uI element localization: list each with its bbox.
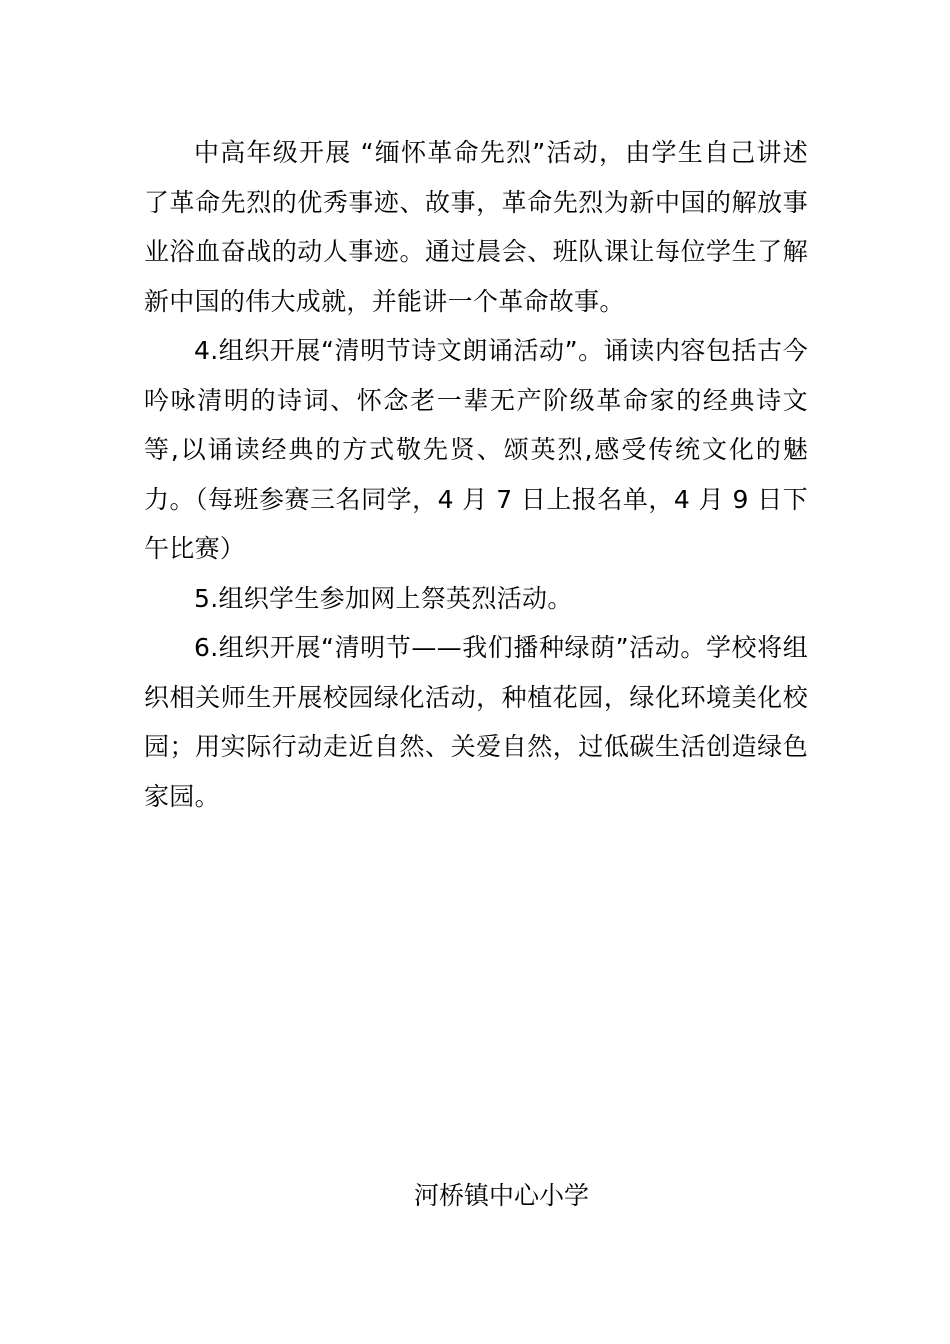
paragraph-revolutionary-martyrs: 中高年级开展 “缅怀革命先烈”活动，由学生自己讲述了革命先烈的优秀事迹、故事，革命先烈为新中国的解放事业浴血奋战的动人事迹。通过晨会、班队课让每位学生了解新中国的伟大成就，并能讲一个革命故事。 [144,138,808,316]
document-body [144,128,808,821]
paragraph-online-memorial: 5.组织学生参加网上祭英烈活动。 [194,583,573,613]
paragraph-poetry-recitation: 4.组织开展“清明节诗文朗诵活动”。诵读内容包括古今吟咏清明的诗词、怀念老一辈无产阶级革命家的经典诗文等,以诵读经典的方式敬先贤、颂英烈,感受传统文化的魅力。（每班参赛三名同学，4 月 7 日上报名单，4 月 9 日下午比赛） [144,336,808,563]
school-signature: 河桥镇中心小学 [414,1181,590,1210]
paragraph-green-campus: 6.组织开展“清明节——我们播种绿荫”活动。学校将组织相关师生开展校园绿化活动，种植花园，绿化环境美化校园；用实际行动走近自然、关爱自然，过低碳生活创造绿色家园。 [144,633,808,811]
